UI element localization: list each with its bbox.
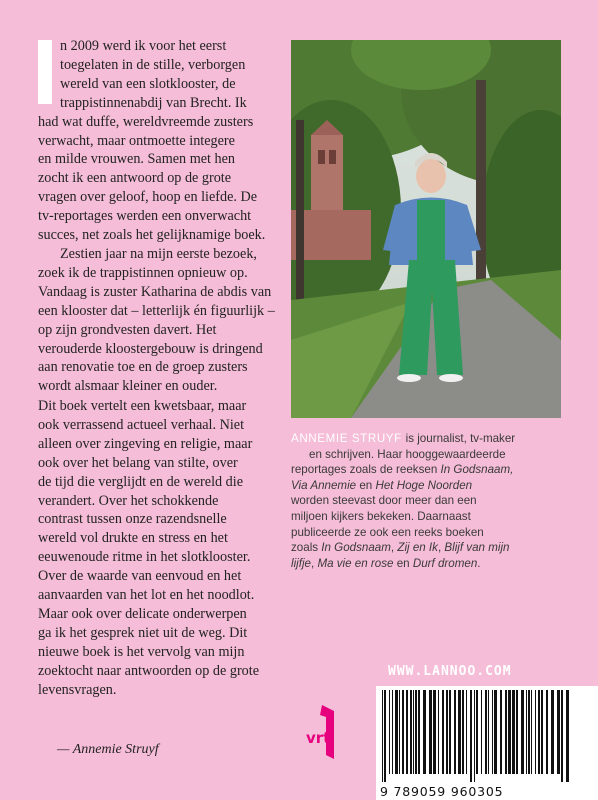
text-line: Maar ook over delicate onderwerpen [38, 605, 247, 622]
barcode-bar [531, 690, 532, 774]
text-line: wereld van een slotklooster, de [60, 75, 236, 92]
bio-line: Via Annemie en Het Hoge Noorden [291, 478, 473, 492]
barcode-bar [526, 690, 527, 774]
text-line: Dit boek vertelt een kwetsbaar, maar [38, 398, 247, 414]
barcode-bar [546, 690, 548, 774]
barcode-bar [413, 690, 414, 774]
text-line: eeuwenoude ritme in het slotklooster. [38, 549, 251, 566]
text-line: contrast tussen onze razendsnelle [38, 511, 227, 528]
barcode-bar [438, 690, 439, 774]
barcode-bar [541, 690, 543, 774]
text-line: succes, net zoals het gelijknamige boek. [38, 227, 266, 244]
barcode-bar [505, 690, 507, 774]
text-line: en milde vrouwen. Samen met hen [38, 151, 235, 168]
text-line: Over de waarde van eenvoud en het [38, 568, 242, 585]
bio-line: worden steevast door meer dan een [291, 494, 477, 508]
barcode-bar [402, 690, 404, 774]
text-line: vragen over geloof, hoop en liefde. De [38, 189, 258, 206]
text-line: wordt alsmaar kleiner en ouder. [38, 378, 218, 395]
vrt-logo [304, 703, 344, 761]
text-line: wereld vol drukte en stress en het [38, 530, 228, 547]
text-line: op zijn grondvesten davert. Het [38, 321, 217, 338]
barcode-bar [433, 690, 436, 774]
barcode-bar [538, 690, 540, 774]
barcode-bar [512, 690, 515, 774]
barcode-bar [566, 690, 569, 782]
bio-line: reportages zoals de reeksen In Godsnaam, [291, 463, 514, 477]
publisher-website[interactable]: WWW.LANNOO.COM [388, 664, 512, 679]
text-line: verwacht, maar ontmoette integere [38, 132, 235, 149]
barcode-bar [535, 690, 536, 774]
barcode-bar [384, 690, 386, 782]
barcode-bar [476, 690, 478, 774]
barcode-bar [395, 690, 398, 774]
bio-line: ANNEMIE STRUYF is journalist, tv-maker [291, 432, 516, 445]
barcode-bar [382, 690, 383, 782]
barcode-bar [429, 690, 432, 774]
text-line: levensvragen. [38, 681, 117, 698]
barcode-bar [500, 690, 502, 774]
barcode-bar [561, 690, 563, 782]
barcode-bar [470, 690, 472, 782]
text-line: aan renovatie toe en de groep zusters [38, 359, 248, 376]
barcode-bar [516, 690, 518, 774]
barcode-bar [446, 690, 448, 774]
author-signature: — Annemie Struyf [57, 742, 159, 757]
barcode-bar [551, 690, 554, 774]
barcode-bar [454, 690, 456, 774]
barcode-bar [462, 690, 464, 774]
bio-line: miljoen kijkers bekeken. Daarnaast [291, 509, 471, 523]
author-photo [291, 40, 561, 418]
text-line: Zestien jaar na mijn eerste bezoek, [60, 246, 257, 262]
text-line: zoektocht naar antwoorden op de grote [38, 662, 260, 679]
author-name: ANNEMIE STRUYF [291, 432, 406, 445]
text-line: trappistinnenabdij van Brecht. Ik [60, 94, 247, 111]
text-line: alleen over zingeving en religie, maar [38, 435, 253, 452]
svg-text:vrt: vrt [306, 729, 331, 747]
third-paragraph [38, 397, 278, 700]
barcode-bar [423, 690, 426, 774]
bio-line: zoals In Godsnaam, Zij en Ik, Blijf van mijn [291, 541, 510, 555]
barcode-bar [485, 690, 487, 774]
text-line: toegelaten in de stille, verborgen [60, 56, 246, 73]
intro-paragraph [38, 37, 278, 245]
barcode-bar [528, 690, 530, 774]
barcode-bar [415, 690, 417, 774]
isbn-number: 9 789059 960305 [380, 784, 504, 799]
barcode-bar [392, 690, 393, 774]
barcode-bar [474, 690, 475, 782]
barcode-bar [521, 690, 524, 774]
barcode-bar [557, 690, 560, 774]
bio-line: en schrijven. Haar hooggewaardeerde [309, 447, 506, 461]
barcode-bar [481, 690, 482, 774]
barcode-bar [508, 690, 511, 774]
barcode-bar [399, 690, 400, 774]
barcode-bar [410, 690, 412, 774]
barcode-bar [466, 690, 467, 774]
text-line: Vandaag is zuster Katharina de abdis van [38, 283, 272, 300]
barcode-bar [406, 690, 408, 774]
barcode-bar [442, 690, 444, 774]
text-line: een klooster dat – letterlijk én figuurlijk – [38, 302, 275, 319]
barcode-bar [494, 690, 497, 774]
text-line: nieuwe boek is het vervolg van mijn [38, 643, 245, 660]
barcode-bar [418, 690, 420, 774]
text-line: zoek ik de trappistinnen opnieuw op. [38, 264, 248, 281]
barcode-bar [389, 690, 390, 774]
text-line: zocht ik een antwoord op de grote [38, 170, 232, 187]
text-line: verouderde kloostergebouw is dringend [38, 340, 263, 357]
text-line: de tijd die verglijdt en de wereld die [38, 473, 243, 490]
second-paragraph [38, 245, 278, 396]
author-bio [291, 431, 563, 571]
text-line: ga ik het gesprek niet uit de weg. Dit [38, 624, 248, 641]
text-line: had wat duffe, wereldvreemde zusters [38, 113, 254, 130]
text-line: tv-reportages werden een onverwacht [38, 208, 252, 225]
bio-line: lijfje, Ma vie en rose en Durf dromen. [291, 556, 481, 570]
text-line: ook over het belang van stilte, over [38, 454, 238, 471]
text-line: aanvaarden van het lot en het noodlot. [38, 587, 255, 604]
bio-line: publiceerde ze ook een reeks boeken [291, 525, 484, 539]
barcode-bar [492, 690, 493, 774]
text-line: verandert. Over het schokkende [38, 492, 219, 509]
barcode-bar [458, 690, 461, 774]
isbn-barcode [376, 686, 598, 800]
text-line: ook verrassend actueel verhaal. Niet [38, 416, 245, 433]
barcode-bar [449, 690, 451, 774]
text-line: n 2009 werd ik voor het eerst [60, 38, 227, 54]
barcode-bar [488, 690, 489, 774]
